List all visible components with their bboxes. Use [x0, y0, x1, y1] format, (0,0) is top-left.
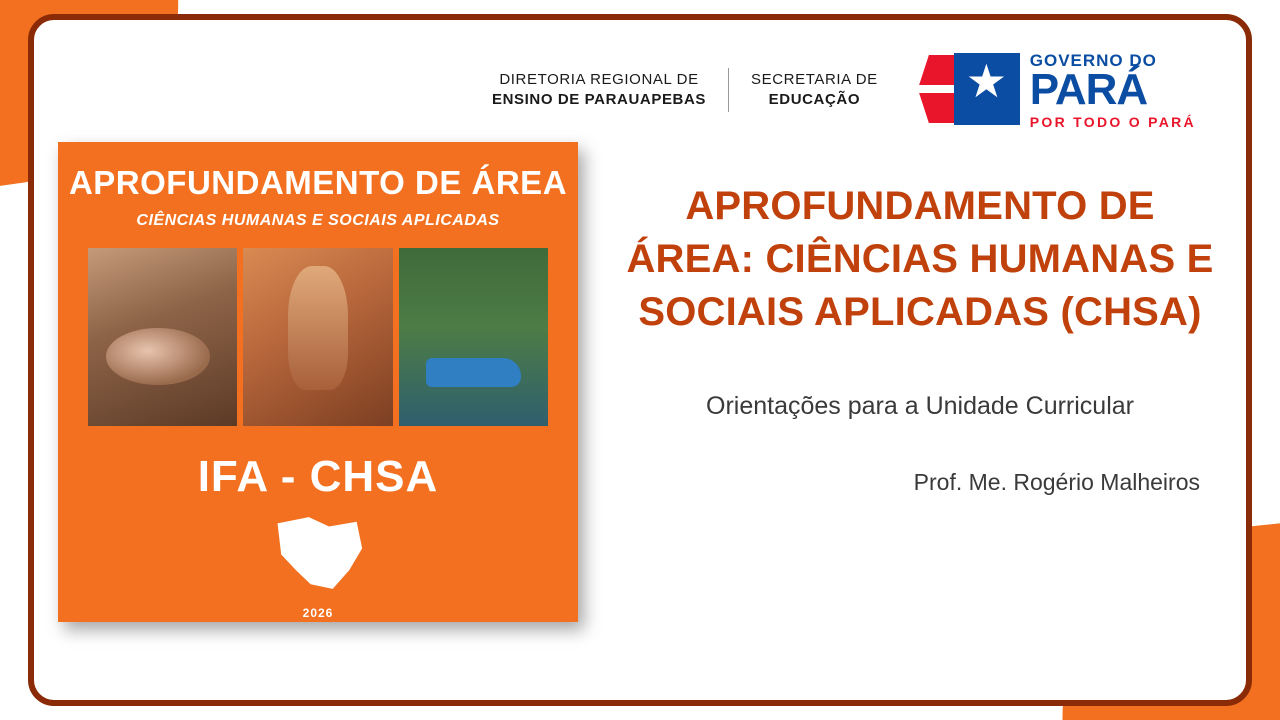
- regional-directorate-block: [470, 70, 728, 111]
- gov-logo-tagline: POR TODO O PARÁ: [1029, 113, 1196, 130]
- page-subtitle: Orientações para a Unidade Curricular: [706, 392, 1134, 421]
- cover-image-card: [58, 142, 578, 622]
- cover-acronym: IFA - CHSA: [197, 452, 439, 501]
- governo-do-para-logo: [924, 52, 1196, 129]
- cover-subtitle: CIÊNCIAS HUMANAS E SOCIAIS APLICADAS: [136, 212, 500, 229]
- cover-photo-2: [243, 248, 392, 426]
- gov-logo-main-text: PARÁ: [1029, 65, 1148, 114]
- education-secretariat-line2: EDUCAÇÃO: [768, 91, 861, 109]
- para-state-silhouette-icon: [272, 514, 364, 592]
- cover-year: 2026: [302, 606, 334, 620]
- cover-photo-1: [88, 248, 237, 426]
- regional-directorate-line2: ENSINO DE PARAUAPEBAS: [492, 91, 707, 109]
- governo-do-para-wordmark: [1030, 52, 1196, 129]
- cover-photo-3: [399, 248, 548, 426]
- para-flag-mark-icon: ★: [924, 53, 1020, 127]
- cover-title: APROFUNDAMENTO DE ÁREA: [68, 164, 568, 201]
- page-title: APROFUNDAMENTO DE ÁREA: CIÊNCIAS HUMANAS E SOCIAIS APLICADAS (CHSA): [626, 184, 1214, 334]
- header-logos: [470, 52, 1196, 129]
- education-secretariat-block: [729, 70, 900, 111]
- content-block: [620, 180, 1220, 496]
- education-secretariat-line1: SECRETARIA DE: [751, 71, 878, 89]
- gov-logo-top-text: GOVERNO DO: [1029, 51, 1157, 70]
- author-name: Prof. Me. Rogério Malheiros: [913, 469, 1200, 496]
- cover-photo-strip: [88, 248, 548, 426]
- regional-directorate-line1: DIRETORIA REGIONAL DE: [499, 71, 699, 89]
